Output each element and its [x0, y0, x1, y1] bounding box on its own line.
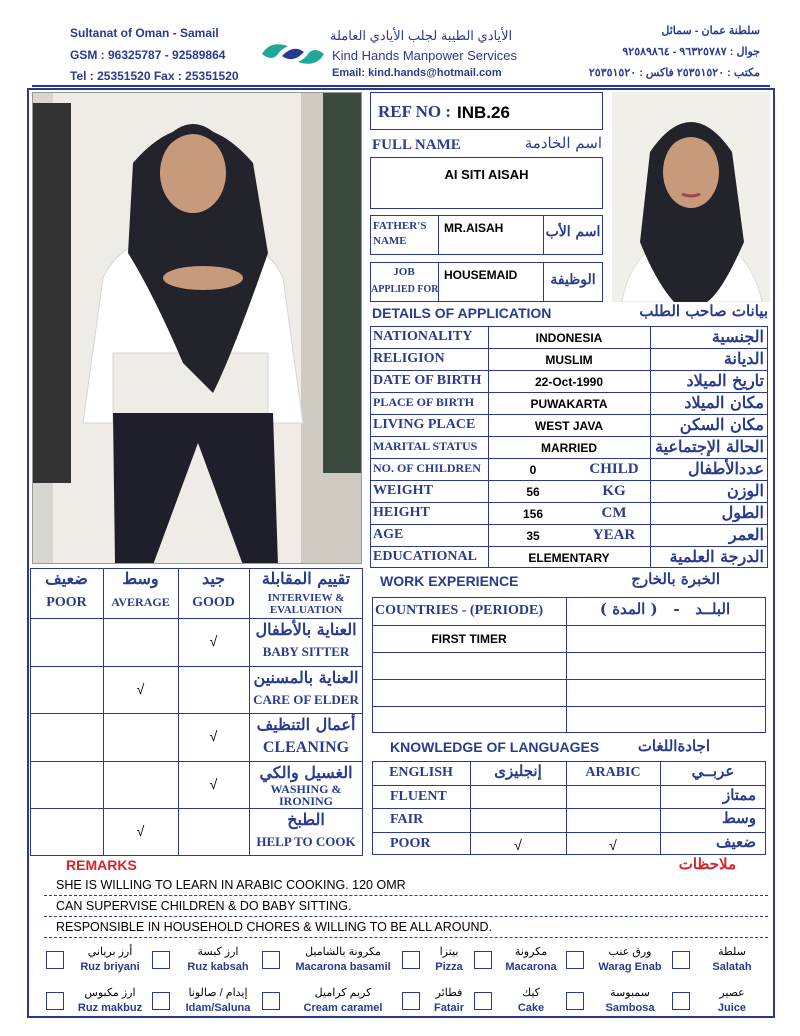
- eval-header-ar: وسط: [122, 569, 159, 588]
- remark-underline: [44, 937, 768, 938]
- detail-label: WEIGHT: [373, 483, 433, 498]
- detail-label: PLACE OF BIRTH: [373, 395, 475, 409]
- food-label-en: Salatah: [712, 961, 752, 973]
- remark-underline: [44, 916, 768, 917]
- food-label-ar: ارز مكبوس: [84, 987, 136, 999]
- food-checkbox[interactable]: [474, 992, 492, 1010]
- detail-value: MUSLIM: [545, 353, 593, 367]
- lang-level-ar: وسط: [721, 809, 756, 827]
- work-row-divider: [372, 652, 766, 653]
- food-label-en: Idam/Saluna: [185, 1002, 251, 1014]
- food-label-ar: عصير: [719, 987, 745, 999]
- detail-label-ar: الدرجة العلمية: [669, 547, 764, 566]
- lang-level-ar: ضعيف: [715, 832, 756, 851]
- header-divider: [32, 85, 770, 87]
- eval-header-ar: ضعيف: [45, 569, 88, 588]
- food-label-ar: سمبوسة: [610, 987, 650, 999]
- full-body-photo: [32, 92, 362, 564]
- eval-row-divider: [30, 713, 363, 714]
- food-checkbox[interactable]: [262, 951, 280, 969]
- food-label-en: Ruz briyani: [80, 961, 140, 973]
- rating-check-mark: √: [209, 633, 218, 649]
- remark-underline: [44, 895, 768, 896]
- company-email: Email: kind.hands@hotmail.com: [332, 67, 502, 79]
- detail-label: RELIGION: [373, 351, 445, 366]
- languages-title-ar: اجادةاللغات: [637, 737, 710, 755]
- skill-label-en: CLEANING: [262, 739, 350, 756]
- food-checkbox[interactable]: [474, 951, 492, 969]
- full-name-label: FULL NAME: [372, 137, 461, 153]
- remark-line: CAN SUPERVISE CHILDREN & DO BABY SITTING.: [56, 899, 352, 913]
- food-checkbox[interactable]: [672, 992, 690, 1010]
- lang-level: FAIR: [390, 812, 424, 827]
- header-location-ar: سلطنة عمان - سمائل: [661, 25, 760, 37]
- lang-english-mark: √: [514, 836, 522, 853]
- detail-label-ar: العمر: [728, 525, 764, 544]
- food-label-en: Juice: [717, 1002, 747, 1014]
- food-label-ar: إيدام / صالونا: [188, 987, 248, 999]
- food-label-ar: مكرونة: [514, 946, 548, 958]
- lang-header-ar: عربــي: [691, 762, 735, 780]
- job-label-1: JOB: [393, 266, 415, 278]
- father-label-2: NAME: [373, 235, 407, 247]
- food-label-ar: فطائر: [435, 987, 463, 999]
- lang-level-ar: ممتاز: [722, 785, 756, 804]
- food-checkbox[interactable]: [46, 951, 64, 969]
- eval-header-en: POOR: [46, 595, 87, 610]
- lang-arabic-mark: √: [609, 836, 617, 853]
- detail-value: MARRIED: [541, 441, 597, 455]
- eval-header-en: AVERAGE: [111, 595, 170, 609]
- company-logo: [258, 36, 328, 72]
- detail-label-ar: مكان السكن: [679, 415, 764, 434]
- food-checkbox[interactable]: [566, 992, 584, 1010]
- job-label-ar: الوظيفة: [550, 272, 596, 288]
- work-experience-title-ar: الخبرة بالخارج: [631, 570, 720, 588]
- lang-level: FLUENT: [390, 788, 447, 804]
- header-mobile-ar: جوال : ٩٦٣٢٥٧٨٧ - ٩٢٥٨٩٨٦٤: [622, 46, 760, 58]
- food-checkbox[interactable]: [402, 951, 420, 969]
- food-label-ar: بيتزا: [439, 946, 459, 958]
- skill-label-en: CARE OF ELDER: [253, 691, 359, 707]
- eval-header-ar: جيد: [201, 569, 226, 588]
- eval-row-divider: [30, 808, 363, 809]
- food-label-en: Ruz makbuz: [77, 1002, 143, 1014]
- job-value: HOUSEMAID: [444, 268, 518, 282]
- detail-label-ar: الحالة الإجتماعية: [655, 437, 764, 456]
- food-label-en: Macarona: [505, 961, 557, 973]
- full-name-label-ar: اسم الخادمة: [524, 134, 602, 152]
- eval-header-divider: [30, 618, 363, 619]
- header-gsm: GSM : 96325787 - 92589864: [70, 48, 226, 62]
- header-tel: Tel : 25351520 Fax : 25351520: [70, 69, 239, 83]
- detail-label: MARITAL STATUS: [373, 439, 478, 453]
- header-location: Sultanat of Oman - Samail: [70, 26, 219, 40]
- father-label-1: FATHER'S: [373, 220, 427, 232]
- detail-value: INDONESIA: [535, 331, 603, 345]
- detail-value: ELEMENTARY: [528, 551, 610, 565]
- details-title: DETAILS OF APPLICATION: [372, 305, 552, 321]
- detail-label: EDUCATIONAL: [373, 549, 477, 564]
- detail-label-ar: الطول: [721, 503, 764, 522]
- detail-unit: YEAR: [592, 527, 636, 543]
- eval-header-ar: تقييم المقابلة: [261, 569, 351, 588]
- food-checkbox[interactable]: [566, 951, 584, 969]
- ref-value: INB.26: [457, 103, 510, 122]
- header-office-ar: مكتب : ٢٥٣٥١٥٢٠ فاكس : ٢٥٣٥١٥٢٠: [588, 67, 760, 79]
- remark-line: RESPONSIBLE IN HOUSEHOLD CHORES & WILLING TO BE ALL AROUND.: [56, 920, 492, 934]
- food-checkbox[interactable]: [152, 951, 170, 969]
- languages-title: KNOWLEDGE OF LANGUAGES: [390, 739, 600, 755]
- food-label-en: Warag Enab: [598, 961, 662, 973]
- company-name-ar: الأيادي الطيبة لجلب الأيادي العاملة: [330, 28, 513, 43]
- remark-line: SHE IS WILLING TO LEARN IN ARABIC COOKING. 120 OMR: [56, 878, 406, 892]
- food-label-ar: كيك: [522, 987, 540, 999]
- detail-label-ar: الجنسية: [711, 327, 764, 346]
- detail-label: NO. OF CHILDREN: [373, 461, 481, 475]
- work-row-value: FIRST TIMER: [431, 632, 507, 646]
- detail-value: 56: [526, 485, 540, 499]
- food-label-ar: أرز برياني: [87, 946, 133, 958]
- father-label-ar: اسم الأب: [545, 224, 601, 240]
- food-label-ar: ورق عنب: [608, 946, 652, 958]
- detail-value: WEST JAVA: [534, 419, 604, 433]
- food-label-en: Sambosa: [605, 1002, 655, 1014]
- rating-check-mark: √: [136, 680, 145, 697]
- food-checkbox[interactable]: [402, 992, 420, 1010]
- food-checkbox[interactable]: [152, 992, 170, 1010]
- ref-label: REF NO :: [378, 102, 452, 121]
- detail-label: AGE: [373, 527, 404, 542]
- work-col-header-ar: البلــد - ( المدة ): [599, 600, 731, 618]
- detail-label-ar: تاريخ الميلاد: [686, 371, 764, 390]
- detail-value: 22-Oct-1990: [534, 375, 604, 389]
- eval-header-en: EVALUATION: [269, 604, 343, 616]
- detail-unit: CHILD: [589, 461, 639, 477]
- detail-label: HEIGHT: [373, 505, 430, 520]
- detail-unit: KG: [602, 483, 626, 499]
- skill-label-en: HELP TO COOK: [256, 834, 356, 849]
- detail-label-ar: عددالأطفال: [688, 459, 764, 478]
- food-label-en: Cake: [517, 1002, 545, 1014]
- skill-label-en: IRONING: [278, 793, 333, 808]
- skill-label-ar: الطبخ: [287, 810, 325, 829]
- detail-value: 0: [529, 463, 537, 477]
- detail-label: NATIONALITY: [373, 329, 473, 344]
- food-label-en: Ruz kabsah: [187, 961, 249, 973]
- skill-label-ar: العناية بالأطفال: [255, 620, 357, 639]
- portrait-photo: [612, 92, 770, 302]
- eval-row-divider: [30, 761, 363, 762]
- food-label-ar: سلطة: [718, 946, 746, 958]
- detail-unit: CM: [601, 505, 627, 521]
- food-label-en: Pizza: [435, 961, 463, 973]
- detail-label-ar: الديانة: [723, 349, 764, 368]
- detail-value: PUWAKARTA: [530, 397, 608, 411]
- skill-label-ar: الغسيل والكي: [259, 762, 353, 782]
- detail-label-ar: الوزن: [726, 481, 764, 500]
- skill-label-en: WASHING &: [270, 781, 342, 796]
- rating-check-mark: √: [209, 775, 218, 792]
- detail-value: 35: [526, 529, 540, 543]
- lang-header-ar: إنجليزى: [494, 762, 542, 780]
- details-col-divider: [650, 326, 651, 568]
- detail-label: LIVING PLACE: [373, 417, 476, 432]
- applicant-details-ar: بيانات صاحب الطلب: [639, 302, 768, 320]
- food-label-ar: كريم كراميل: [314, 987, 372, 999]
- eval-header-en: GOOD: [192, 595, 235, 610]
- lang-header: ENGLISH: [389, 765, 453, 780]
- rating-check-mark: √: [209, 728, 218, 744]
- remarks-label: REMARKS: [66, 857, 137, 873]
- eval-header-en: INTERVIEW &: [267, 592, 345, 604]
- job-label-2: APPLIED FOR: [371, 284, 439, 295]
- lang-level: POOR: [390, 835, 431, 851]
- work-row-divider: [372, 706, 766, 707]
- food-label-en: Cream caramel: [303, 1002, 383, 1014]
- full-name-box: [370, 157, 603, 209]
- food-label-ar: مكرونة بالشاميل: [305, 946, 381, 958]
- work-row-divider: [372, 679, 766, 680]
- rating-check-mark: √: [136, 823, 145, 839]
- detail-value: 156: [522, 507, 544, 521]
- work-col-divider: [566, 597, 567, 733]
- company-name-en: Kind Hands Manpower Services: [332, 48, 517, 63]
- detail-label: DATE OF BIRTH: [373, 373, 482, 388]
- lang-header: ARABIC: [585, 765, 641, 780]
- full-name-value: AI SITI AISAH: [444, 167, 529, 182]
- skill-label-ar: أعمال التنظيف: [256, 715, 356, 734]
- food-label-en: Macarona basamil: [295, 961, 391, 973]
- work-header-divider: [372, 625, 766, 626]
- father-value: MR.AISAH: [444, 221, 504, 235]
- eval-col-divider: [178, 568, 179, 856]
- skill-label-en: BABY SITTER: [262, 644, 350, 659]
- work-col-header: COUNTRIES - (PERIODE): [375, 603, 544, 618]
- remarks-label-ar: ملاحظات: [678, 855, 736, 873]
- work-experience-title: WORK EXPERIENCE: [380, 573, 519, 589]
- eval-col-divider: [103, 568, 104, 856]
- food-label-en: Fatair: [434, 1002, 464, 1014]
- food-checkbox[interactable]: [672, 951, 690, 969]
- skill-label-ar: العناية بالمسنين: [253, 667, 359, 687]
- food-checkbox[interactable]: [262, 992, 280, 1010]
- eval-row-divider: [30, 666, 363, 667]
- food-label-ar: ارز كبسة: [197, 946, 239, 958]
- detail-label-ar: مكان الميلاد: [684, 393, 764, 412]
- food-checkbox[interactable]: [46, 992, 64, 1010]
